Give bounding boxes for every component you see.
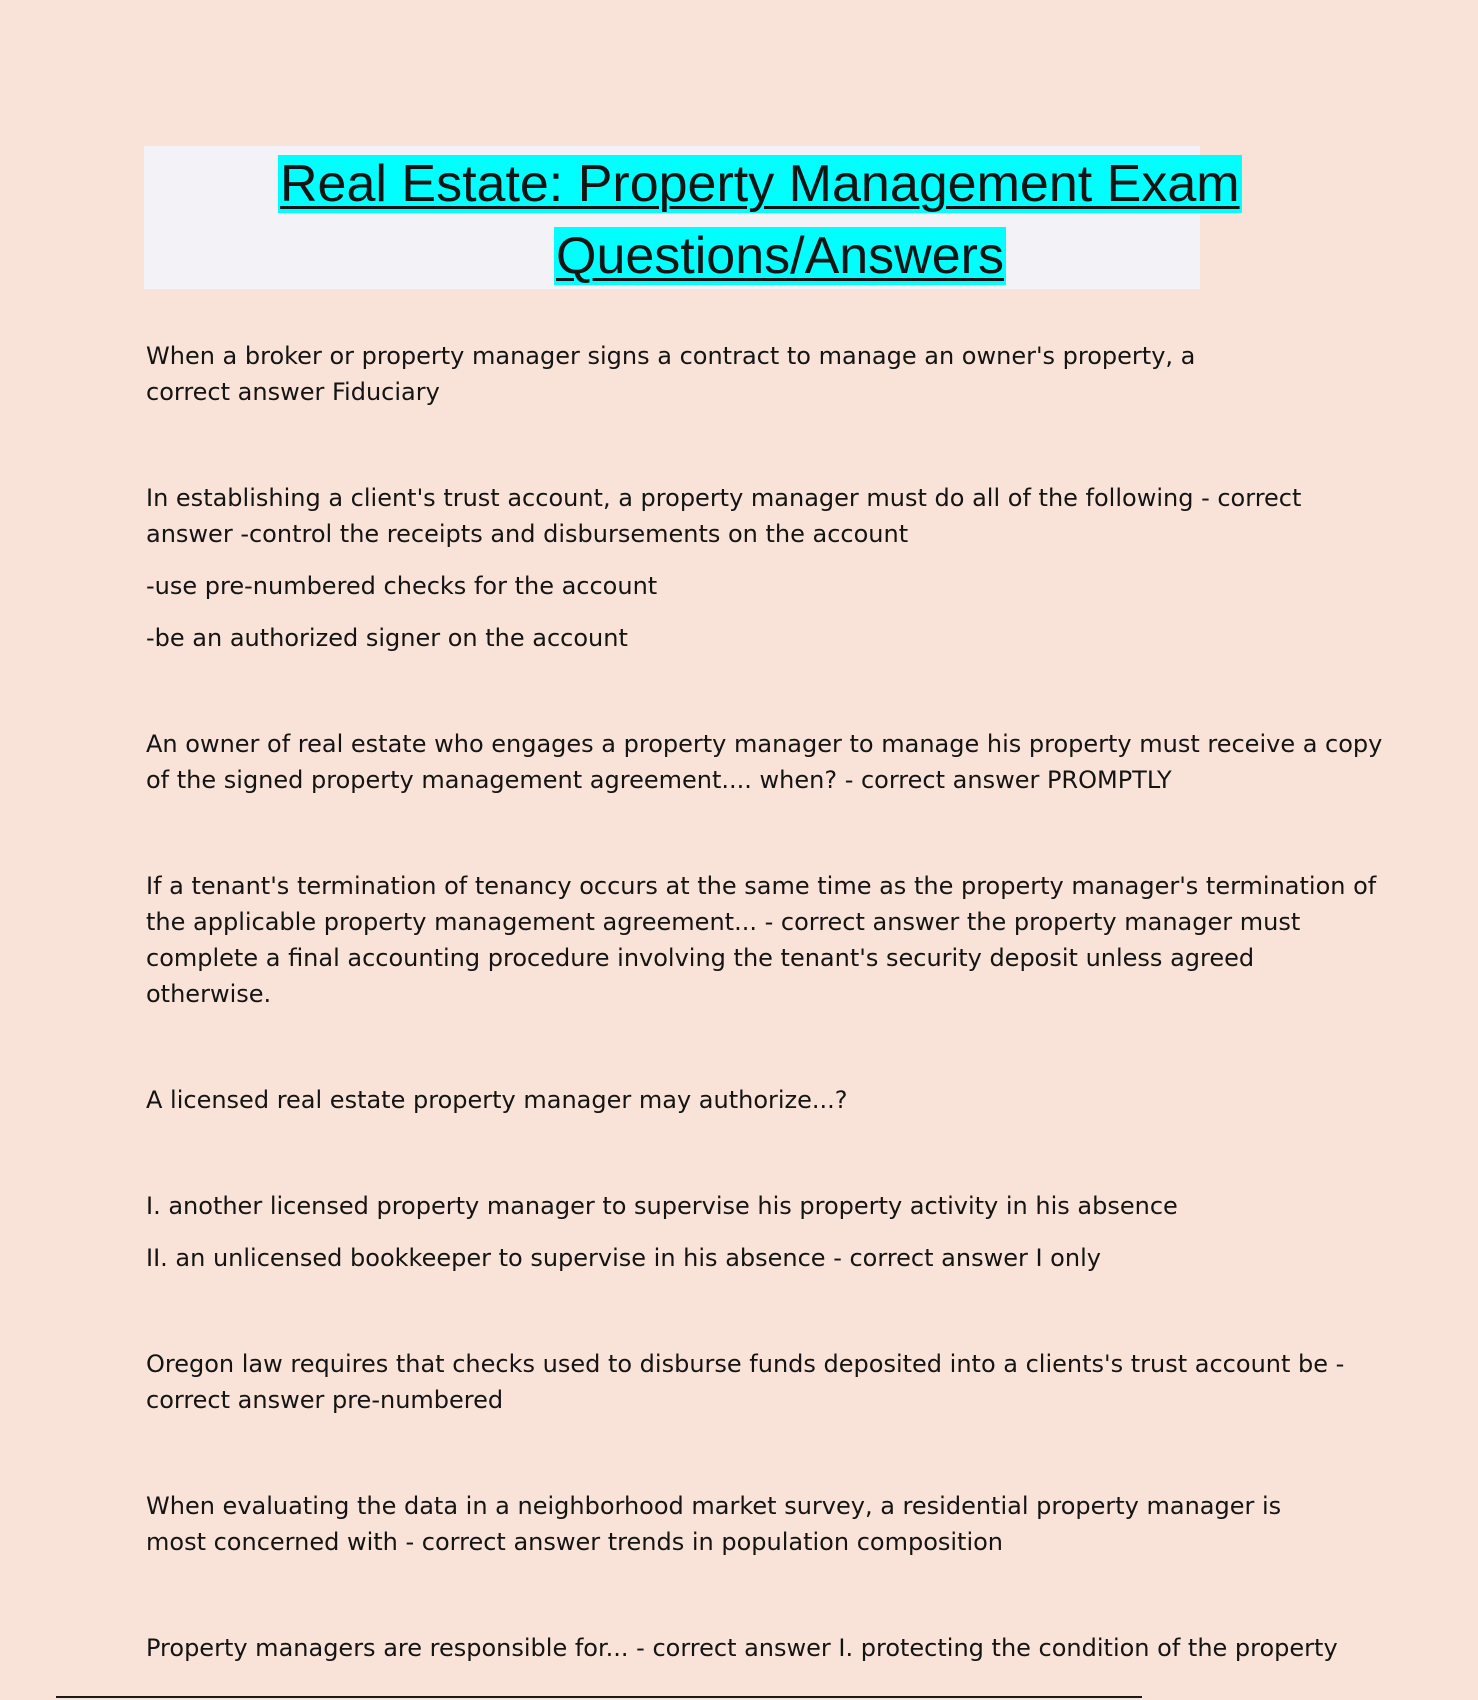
qa-line: the applicable property management agreement... - correct answer the property manager must bbox=[146, 908, 1301, 936]
qa-item bbox=[146, 480, 1302, 552]
qa-line: I. another licensed property manager to supervise his property activity in his absence bbox=[146, 1192, 1178, 1220]
document-title bbox=[278, 148, 1478, 292]
qa-line: Property managers are responsible for... - correct answer I. protecting the condition of the property bbox=[146, 1634, 1338, 1662]
qa-item bbox=[146, 1488, 1282, 1560]
qa-line: When evaluating the data in a neighborhood market survey, a residential property manager is bbox=[146, 1492, 1282, 1520]
qa-item bbox=[146, 568, 1200, 604]
qa-item bbox=[146, 726, 1383, 798]
qa-line: An owner of real estate who engages a property manager to manage his property must receive a copy bbox=[146, 730, 1383, 758]
qa-line: II. an unlicensed bookkeeper to supervise in his absence - correct answer I only bbox=[146, 1244, 1101, 1272]
qa-line: -use pre-numbered checks for the account bbox=[146, 572, 658, 600]
qa-line: of the signed property management agreement.... when? - correct answer PROMPTLY bbox=[146, 766, 1172, 794]
qa-item bbox=[146, 338, 1200, 410]
qa-item bbox=[146, 620, 1200, 656]
qa-line: If a tenant's termination of tenancy occurs at the same time as the property manager's termination of bbox=[146, 872, 1377, 900]
qa-line: When a broker or property manager signs a contract to manage an owner's property, a bbox=[146, 342, 1196, 370]
title-line-1: Real Estate: Property Management Exam bbox=[280, 155, 1240, 213]
qa-item bbox=[146, 1346, 1345, 1418]
qa-item bbox=[146, 1630, 1338, 1666]
qa-line: complete a final accounting procedure involving the tenant's security deposit unless agreed bbox=[146, 944, 1255, 972]
title-line-2: Questions/Answers bbox=[556, 227, 1004, 285]
qa-line: A licensed real estate property manager may authorize...? bbox=[146, 1086, 848, 1114]
qa-list bbox=[146, 338, 1383, 1666]
qa-line: -be an authorized signer on the account bbox=[146, 624, 628, 652]
qa-item bbox=[146, 1082, 1200, 1118]
qa-line: most concerned with - correct answer trends in population composition bbox=[146, 1528, 1004, 1556]
qa-item bbox=[146, 1188, 1200, 1224]
qa-line: correct answer Fiduciary bbox=[146, 378, 440, 406]
qa-line: Oregon law requires that checks used to disburse funds deposited into a clients's trust account be - bbox=[146, 1350, 1345, 1378]
qa-line: In establishing a client's trust account, a property manager must do all of the following - correct bbox=[146, 484, 1302, 512]
page-bottom-rule bbox=[56, 1696, 1142, 1698]
qa-line: correct answer pre-numbered bbox=[146, 1386, 504, 1414]
qa-line: answer -control the receipts and disbursements on the account bbox=[146, 520, 909, 548]
qa-line: otherwise. bbox=[146, 980, 272, 1008]
qa-item bbox=[146, 1240, 1200, 1276]
qa-item bbox=[146, 868, 1377, 1012]
